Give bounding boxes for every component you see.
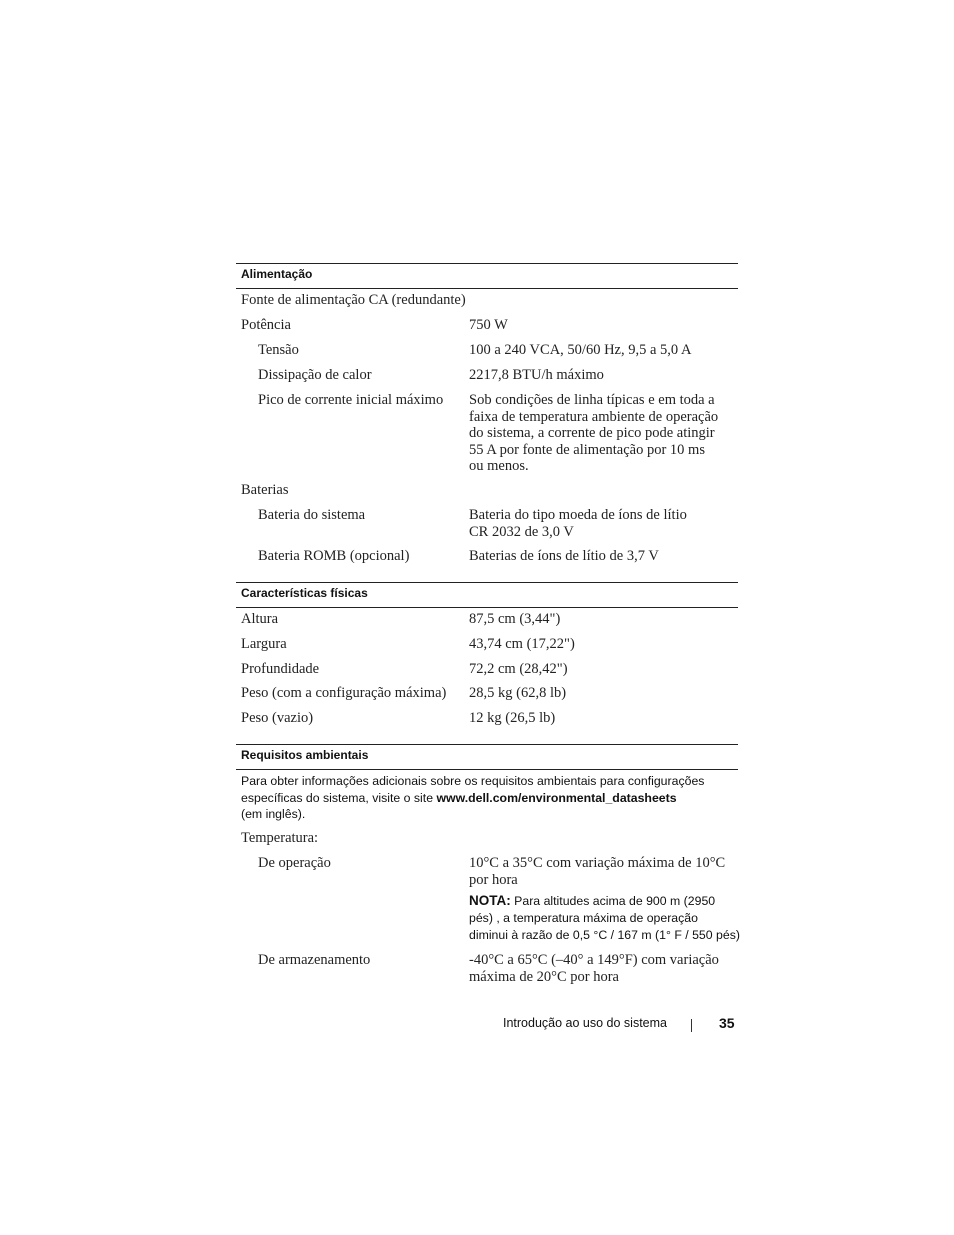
- datasheets-url: www.dell.com/environmental_datasheets: [436, 790, 677, 805]
- spec-label: Bateria do sistema: [258, 507, 366, 523]
- section-top-rule: [236, 582, 738, 583]
- spec-value: 100 a 240 VCA, 50/60 Hz, 9,5 a 5,0 A: [469, 342, 692, 358]
- spec-value-multiline: [469, 392, 737, 475]
- spec-value: Baterias de íons de lítio de 3,7 V: [469, 548, 659, 564]
- section-header-rule: [236, 288, 738, 289]
- spec-value: 43,74 cm (17,22"): [469, 636, 575, 652]
- page-number: 35: [719, 1015, 735, 1031]
- note-block: [469, 892, 741, 944]
- spec-label: Altura: [241, 611, 279, 627]
- environmental-intro-paragraph: [241, 773, 741, 823]
- section-title-power: Alimentação: [241, 267, 313, 281]
- spec-value-multiline: [469, 952, 737, 985]
- spec-label: Fonte de alimentação CA (redundante): [241, 292, 466, 308]
- spec-value: 87,5 cm (3,44"): [469, 611, 561, 627]
- intro-text: específicas do sistema, visite o site: [241, 790, 437, 805]
- value-line: ou menos.: [469, 458, 529, 474]
- spec-label: Profundidade: [241, 661, 320, 677]
- spec-label: Potência: [241, 317, 291, 333]
- note-text: Para altitudes acima de 900 m (2950: [514, 894, 716, 908]
- value-line: CR 2032 de 3,0 V: [469, 523, 574, 540]
- value-line: 55 A por fonte de alimentação por 10 ms: [469, 441, 705, 458]
- value-line: por hora: [469, 871, 518, 888]
- value-line: 10°C a 35°C com variação máxima de 10°C: [469, 855, 726, 871]
- spec-label: Bateria ROMB (opcional): [258, 548, 410, 564]
- footer-separator: [691, 1019, 692, 1032]
- value-line: -40°C a 65°C (–40° a 149°F) com variação: [469, 952, 719, 968]
- value-line: faixa de temperatura ambiente de operação: [469, 408, 719, 425]
- intro-line: (em inglês).: [241, 807, 306, 821]
- value-line: do sistema, a corrente de pico pode atingir: [469, 425, 715, 441]
- spec-label: Peso (com a configuração máxima): [241, 685, 447, 701]
- note-label: NOTA:: [469, 893, 511, 908]
- spec-value: 28,5 kg (62,8 lb): [469, 685, 567, 701]
- section-title-environmental: Requisitos ambientais: [241, 748, 369, 762]
- section-header-rule: [236, 607, 738, 608]
- spec-label: De operação: [258, 855, 331, 871]
- value-line: Sob condições de linha típicas e em toda a: [469, 392, 715, 408]
- spec-value-multiline: [469, 855, 737, 888]
- footer-chapter-title: Introdução ao uso do sistema: [503, 1016, 667, 1030]
- spec-label: Peso (vazio): [241, 710, 314, 726]
- value-line: máxima de 20°C por hora: [469, 968, 619, 985]
- section-title-physical: Características físicas: [241, 586, 368, 600]
- spec-label: De armazenamento: [258, 952, 371, 968]
- spec-value-multiline: [469, 507, 737, 540]
- spec-label: Tensão: [258, 342, 299, 358]
- section-top-rule: [236, 744, 738, 745]
- spec-value: 2217,8 BTU/h máximo: [469, 367, 604, 383]
- spec-label: Pico de corrente inicial máximo: [258, 392, 444, 408]
- spec-label: Baterias: [241, 482, 289, 498]
- note-line: diminui à razão de 0,5 °C / 167 m (1° F / 550 pés): [469, 928, 740, 942]
- temperature-label: Temperatura:: [241, 830, 319, 846]
- section-top-rule: [236, 263, 738, 264]
- spec-label: Dissipação de calor: [258, 367, 372, 383]
- note-line: [469, 892, 741, 910]
- spec-value: 72,2 cm (28,42"): [469, 661, 568, 677]
- spec-value: 12 kg (26,5 lb): [469, 710, 556, 726]
- intro-line-with-link: [241, 790, 741, 807]
- section-header-rule: [236, 769, 738, 770]
- value-line: Bateria do tipo moeda de íons de lítio: [469, 507, 687, 523]
- spec-label: Largura: [241, 636, 287, 652]
- spec-value: 750 W: [469, 317, 508, 333]
- note-line: pés) , a temperatura máxima de operação: [469, 911, 698, 925]
- intro-line: Para obter informações adicionais sobre os requisitos ambientais para configurações: [241, 774, 705, 788]
